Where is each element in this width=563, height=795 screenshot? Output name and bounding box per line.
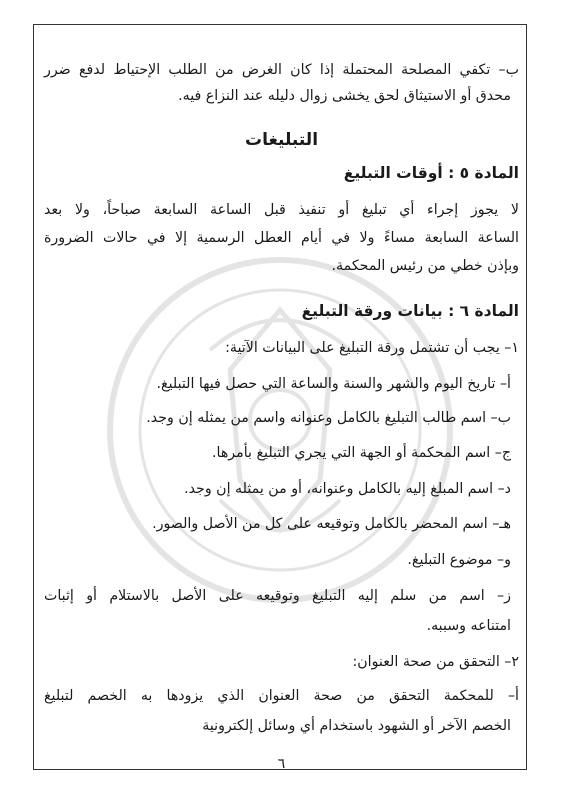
article-6-item-d: د– اسم المبلغ إليه بالكامل وعنوانه، أو من يمثله إن وجد.: [184, 481, 511, 497]
article-6-item-c: ج– اسم المحكمة أو الجهة التي يجري التبليغ بأمرها.: [211, 445, 511, 461]
article-6-item-h: هـ– اسم المحضر بالكامل وتوقيعه على كل من الأصل والصور.: [152, 516, 511, 532]
article-5-title: المادة ٥ : أوقات التبليغ: [343, 164, 519, 182]
intro-line-2: محدق أو الاستيثاق لحق يخشى زوال دليله عند النزاع فيه.: [178, 88, 511, 104]
intro-line-1: ب– تكفي المصلحة المحتملة إذا كان الغرض من الطلب الإحتياط لدفع ضرر: [44, 62, 519, 78]
article-6-item-b: ب– اسم طالب التبليغ بالكامل وعنوانه واسم من يمثله إن وجد.: [146, 410, 511, 426]
article-5-line-2: الساعة السابعة مساءً ولا في أيام العطل الرسمية إلا في حالات الضرورة: [44, 230, 519, 246]
article-6-item-z-line-2: امتناعه وسببه.: [426, 618, 511, 634]
article-6-item-w: و– موضوع التبليغ.: [407, 552, 511, 568]
section-title: التبليغات: [244, 130, 319, 150]
article-5-line-1: لا يجوز إجراء أي تبليغ أو تنفيذ قبل الساعة السابعة صباحاً، ولا بعد: [44, 202, 519, 218]
article-6-item-2a-line-2: الخصم الآخر أو الشهود باستخدام أي وسائل إلكترونية: [202, 718, 511, 734]
article-6-item-z-line-1: ز– اسم من سلم إليه التبليغ وتوقيعه على الأصل بالاستلام أو إثبات: [44, 588, 511, 604]
article-6-item-2a-line-1: أ– للمحكمة التحقق من صحة العنوان الذي يزودها به الخصم لتبليغ: [44, 688, 519, 704]
article-6-item-1: ١– يجب أن تشتمل ورقة التبليغ على البيانات الآتية:: [225, 340, 519, 356]
article-6-item-2: ٢– التحقق من صحة العنوان:: [352, 654, 519, 670]
article-5-line-3: وبإذن خطي من رئيس المحكمة.: [331, 258, 519, 274]
page-number: ٦: [277, 756, 286, 772]
article-6-item-a: أ– تاريخ اليوم والشهر والسنة والساعة التي حصل فيها التبليغ.: [156, 376, 511, 392]
article-6-title: المادة ٦ : بيانات ورقة التبليغ: [301, 302, 519, 320]
